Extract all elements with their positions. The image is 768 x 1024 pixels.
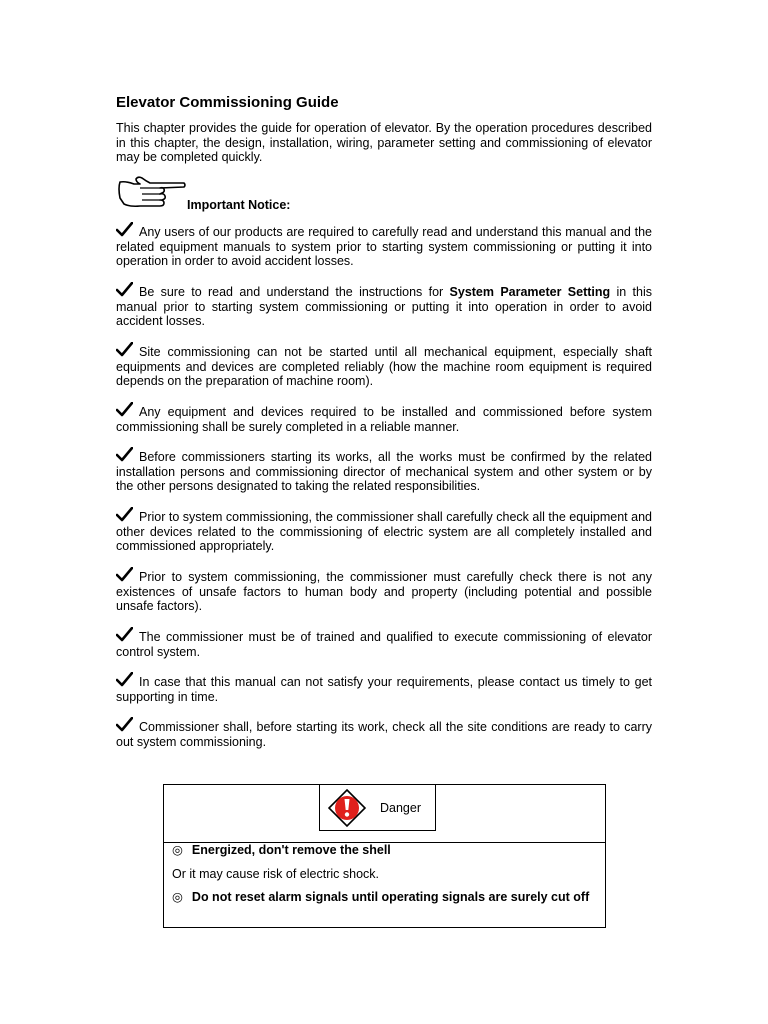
checkmark-icon	[116, 672, 133, 687]
danger-line	[172, 843, 598, 858]
list-item	[116, 282, 652, 329]
list-item	[116, 627, 652, 659]
list-item	[116, 717, 652, 749]
list-item	[116, 447, 652, 494]
danger-line	[172, 890, 598, 905]
item-text: in this manual prior to starting system commissioning or putting it into operation in order to avoid accident losses.	[116, 285, 652, 328]
list-item	[116, 402, 652, 434]
bullet: ◎	[172, 890, 183, 904]
item-bold-phrase: System Parameter Setting	[449, 285, 611, 299]
danger-label: Danger	[380, 801, 421, 815]
list-item	[116, 222, 652, 269]
danger-box	[163, 784, 606, 928]
checkmark-icon	[116, 627, 133, 642]
danger-header	[164, 785, 605, 843]
item-text: Before commissioners starting its works, all the works must be confirmed by the related installation persons and commissioning director of mechanical system and other system or by the other persons designated to taking the related responsibilities.	[116, 450, 652, 493]
item-text: Prior to system commissioning, the commissioner shall carefully check all the equipment and other devices related to the commissioning of electric system are all completely installed and commissioned appropriately.	[116, 510, 652, 553]
important-notice	[116, 174, 652, 214]
page-title: Elevator Commissioning Guide	[116, 94, 339, 111]
warning-icon	[328, 789, 366, 827]
checkmark-icon	[116, 222, 133, 237]
danger-content	[172, 843, 598, 905]
checkmark-icon	[116, 342, 133, 357]
item-text: Commissioner shall, before starting its work, check all the site conditions are ready to carry out system commissioning.	[116, 720, 652, 749]
checkmark-icon	[116, 717, 133, 732]
item-text: Prior to system commissioning, the commissioner must carefully check there is not any existences of unsafe factors to human body and property (including potential and possible unsafe factors).	[116, 570, 652, 613]
checkmark-icon	[116, 567, 133, 582]
item-text: Any equipment and devices required to be installed and commissioned before system commissioning shall be surely completed in a reliable manner.	[116, 405, 652, 434]
danger-text: Do not reset alarm signals until operating signals are surely cut off	[191, 890, 590, 904]
list-item	[116, 507, 652, 554]
pointing-hand-icon	[116, 174, 186, 208]
checkmark-icon	[116, 282, 133, 297]
checkmark-icon	[116, 447, 133, 462]
notice-label: Important Notice:	[187, 198, 291, 212]
danger-line: Or it may cause risk of electric shock.	[172, 866, 380, 881]
item-text: In case that this manual can not satisfy your requirements, please contact us timely to get supporting in time.	[116, 675, 652, 704]
checkmark-icon	[116, 507, 133, 522]
danger-badge	[319, 785, 436, 831]
list-item	[116, 342, 652, 389]
bullet: ◎	[172, 843, 183, 857]
checkmark-icon	[116, 402, 133, 417]
intro-paragraph: This chapter provides the guide for operation of elevator. By the operation procedures described in this chapter, the design, installation, wiring, parameter setting and commissioning of elevator may be completed quickly.	[116, 121, 652, 164]
item-text: The commissioner must be of trained and qualified to execute commissioning of elevator control system.	[116, 630, 652, 659]
list-item	[116, 567, 652, 614]
list-item	[116, 672, 652, 704]
item-text: Site commissioning can not be started until all mechanical equipment, especially shaft equipments and devices are completed reliably (how the machine room equipment is required depends on the preparation of machine room).	[116, 345, 652, 388]
item-text: Be sure to read and understand the instructions for	[139, 285, 450, 299]
danger-text: Energized, don't remove the shell	[191, 843, 391, 857]
item-text: Any users of our products are required to carefully read and understand this manual and the related equipment manuals to system prior to starting system commissioning or putting it into operation in order to avoid accident losses.	[116, 225, 652, 268]
